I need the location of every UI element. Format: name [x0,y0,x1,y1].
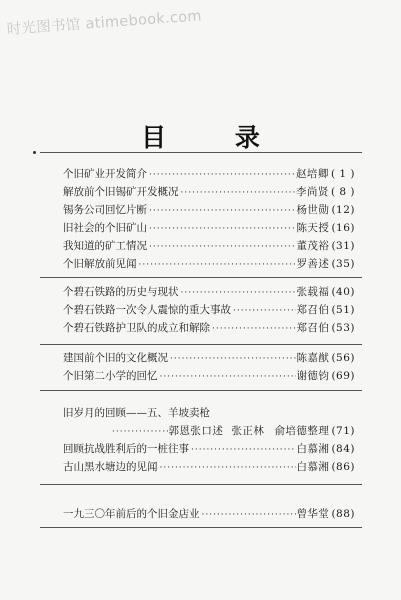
section-rule [40,390,362,391]
toc-entry-author: 赵培卿 [295,168,329,180]
toc-entry-multiline-title[interactable]: 旧岁月的回顾——五、羊坡卖枪 [63,407,210,419]
toc-leader-dots [200,507,297,523]
section-rule [40,277,362,278]
ink-speck [33,151,36,154]
toc-entry-page: (35) [331,258,355,270]
toc-entry-title: 个碧石铁路护卫队的成立和解除 [63,322,210,334]
watermark-text: 时光图书馆 atimebook.com [6,8,203,38]
toc-entry[interactable] [63,256,355,272]
toc-leader-dots [147,167,296,183]
toc-entry-title: 个旧第二小学的回忆 [63,370,158,382]
toc-leader-dots [179,285,297,301]
toc-entry-page: (40) [331,286,355,298]
toc-entry-page: (53) [331,322,355,334]
toc-entry-credits[interactable] [110,423,355,439]
toc-entry-title: 一九三〇年前后的个旧金店业 [63,508,200,520]
toc-entry[interactable] [63,238,355,254]
toc-entry-author: 曾华堂 [296,508,330,520]
toc-entry-page: (31) [331,240,355,252]
toc-entry-author: 白慕湘 [296,461,330,473]
toc-entry-page: ( 1 ) [330,168,355,180]
toc-entry[interactable] [63,302,355,318]
toc-entry-title: 建国前个旧的文化概况 [63,352,168,364]
toc-entry-title: 解放前个旧锡矿开发概况 [63,186,179,198]
toc-entry-page: (16) [331,222,355,234]
toc-entry-title: 回顾抗战胜利后的一桩往事 [63,443,189,455]
toc-leader-dots [110,424,168,440]
toc-entry-author: 白慕湘 [296,443,330,455]
toc-leader-dots [179,185,296,201]
toc-leader-dots [158,369,297,385]
toc-entry-author: 谢德钧 [296,370,330,382]
toc-entry[interactable] [63,459,355,475]
toc-entry-page: (86) [331,461,355,473]
toc-entry-author: 李尚贤 [295,186,329,198]
toc-entry[interactable] [63,350,355,366]
toc-leader-dots [168,351,296,367]
toc-entry-author: 郑召伯 [296,322,330,334]
toc-leader-dots [137,257,297,273]
toc-entry-page: (51) [331,304,355,316]
toc-entry-author: 陈嘉猷 [296,352,330,364]
toc-entry-page: (88) [331,508,355,520]
toc-entry-title: 个旧矿业开发简介 [63,168,147,180]
toc-entry-title: 个碧石铁路一次令人震惊的重大事故 [63,304,231,316]
page-title: 目 录 [141,123,290,152]
toc-entry-title: 古山黑水塘边的见闻 [63,461,158,473]
toc-entry-author: 张载福 [296,286,330,298]
bottom-rule [40,527,362,528]
toc-entry-author: 杨世勋 [296,204,330,216]
toc-leader-dots [231,303,296,319]
toc-entry-page: (71) [331,425,355,437]
toc-entry[interactable] [63,506,355,522]
toc-entry-narrators: 郭恩张口述 [168,425,224,437]
toc-entry-author: 董茂裕 [296,240,330,252]
toc-entry[interactable] [63,368,355,384]
toc-entry-title: 个旧解放前见闻 [63,258,137,270]
toc-entry-page: (56) [331,352,355,364]
toc-entry-page: (84) [331,443,355,455]
section-rule [40,344,362,345]
toc-entry[interactable] [63,220,355,236]
toc-leader-dots [210,321,296,337]
toc-entry-editor-names: 张正林 [231,425,265,437]
toc-entry-title: 我知道的矿工情况 [63,240,147,252]
toc-entry-author: 罗善述 [296,258,330,270]
toc-leader-dots [147,239,296,255]
toc-entry[interactable] [63,184,355,200]
toc-entry[interactable] [63,202,355,218]
toc-entry-author: 陈天授 [296,222,330,234]
toc-entry[interactable] [63,441,355,457]
toc-entry[interactable] [63,320,355,336]
toc-entry-page: (12) [331,204,355,216]
toc-entry-editor-credit: 俞培德整理 [274,425,330,437]
toc-leader-dots [147,203,296,219]
toc-entry-title: 个碧石铁路的历史与现状 [63,286,179,298]
section-rule [40,484,362,485]
toc-leader-dots [189,442,296,458]
toc-entry-author: 郑召伯 [296,304,330,316]
toc-entry-page: ( 8 ) [330,186,355,198]
top-rule [40,152,362,153]
toc-entry[interactable] [63,166,355,182]
toc-entry-title: 锡务公司回忆片断 [63,204,147,216]
toc-entry[interactable] [63,284,355,300]
toc-leader-dots [158,460,297,476]
toc-entry-page: (69) [331,370,355,382]
toc-entry-title: 旧社会的个旧矿山 [63,222,147,234]
toc-leader-dots [147,221,296,237]
